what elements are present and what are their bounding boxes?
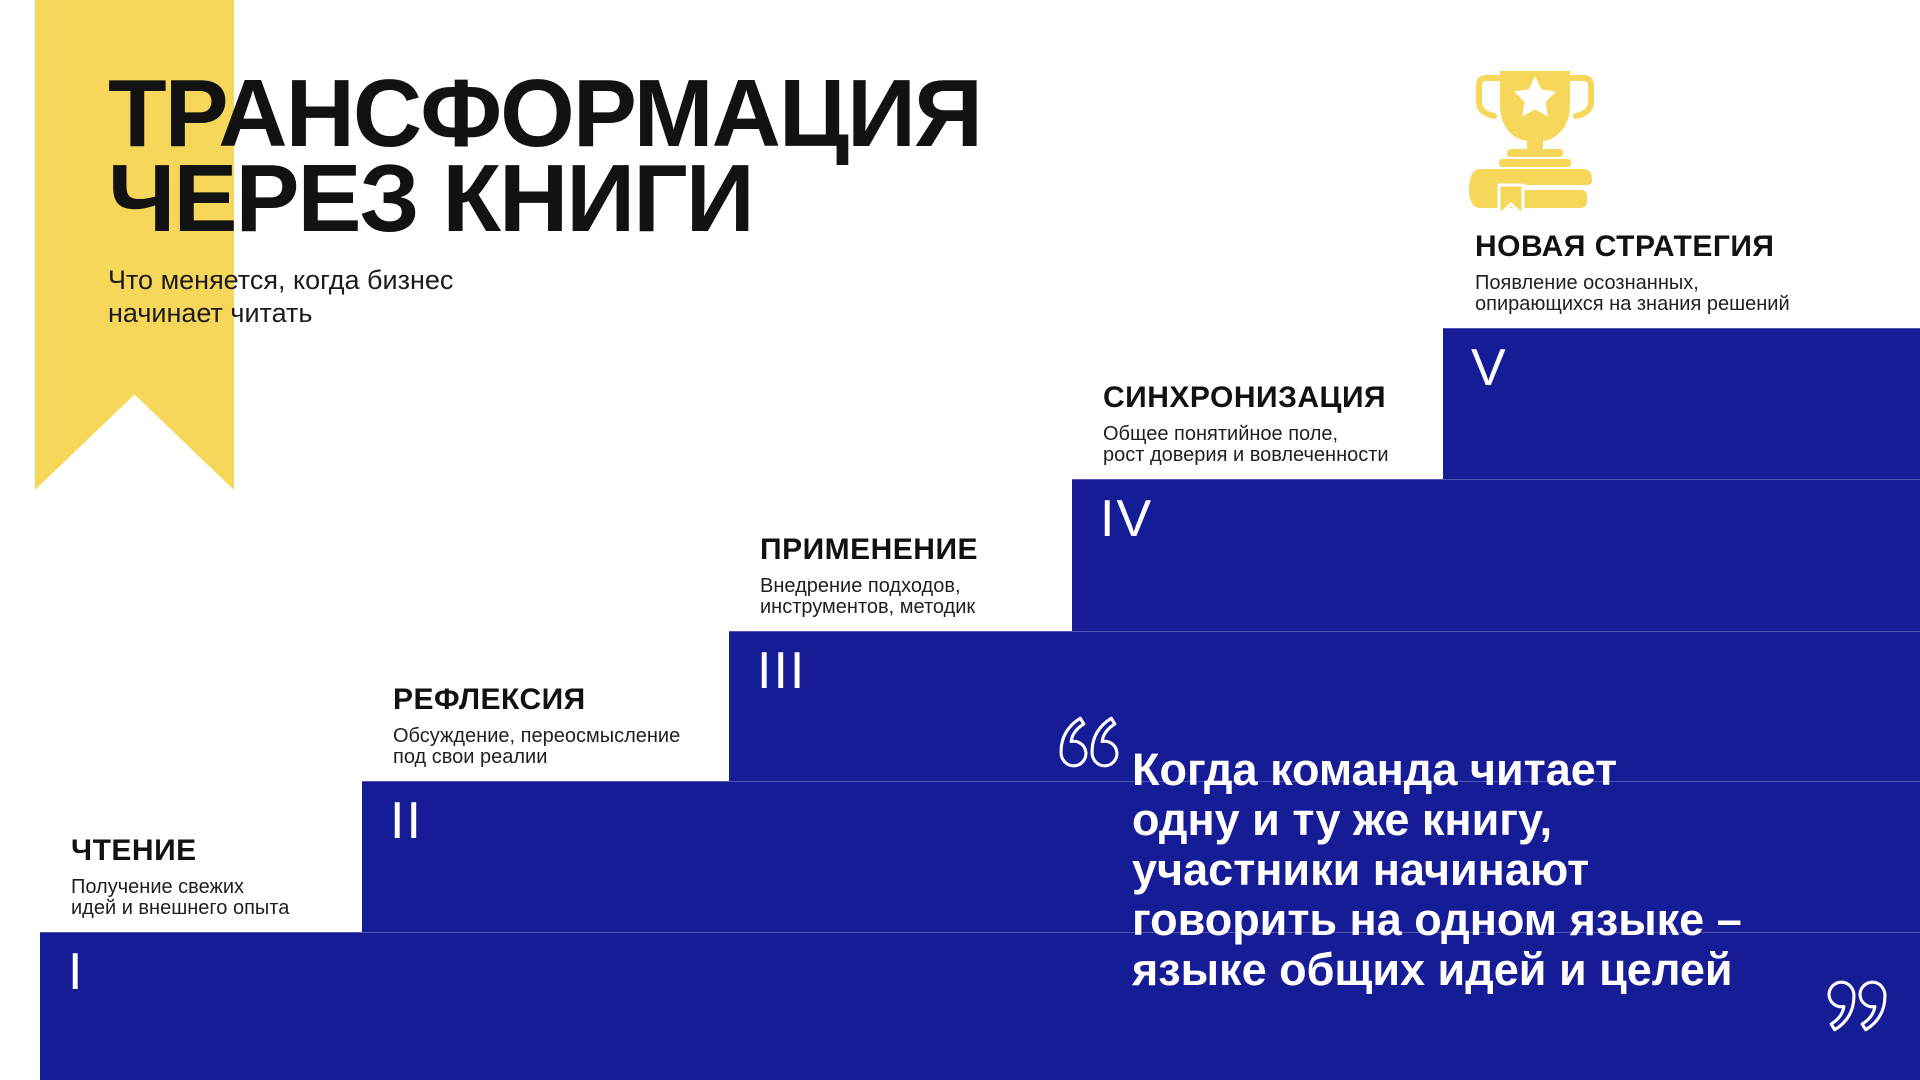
- step-desc-line-1: Общее понятийное поле,: [1103, 423, 1339, 445]
- step-desc-line-1: Получение свежих: [71, 876, 245, 898]
- step-desc-line-2: под свои реалии: [393, 746, 548, 768]
- step-numeral-1: I: [68, 943, 85, 1001]
- trophy-book-icon: [1460, 60, 1610, 225]
- page-subtitle: [108, 264, 453, 330]
- quote-line-3: участники начинают: [1132, 844, 1590, 895]
- step-desc-line-1: Обсуждение, переосмысление: [393, 725, 681, 747]
- step-title: РЕФЛЕКСИЯ: [393, 683, 586, 716]
- step-desc-line-2: рост доверия и вовлеченности: [1103, 444, 1389, 466]
- quote-line-4: говорить на одном языке –: [1132, 894, 1742, 945]
- open-quote-icon: [1058, 710, 1120, 772]
- step-numeral-5: V: [1471, 339, 1508, 397]
- quote-line-1: Когда команда читает: [1132, 744, 1618, 795]
- quote-line-5: языке общих идей и целей: [1132, 944, 1733, 995]
- step-desc-line-1: Внедрение подходов,: [760, 575, 961, 597]
- step-label-application: [760, 535, 978, 618]
- quote-line-2: одну и ту же книгу,: [1132, 794, 1553, 845]
- step-numeral-3: III: [757, 642, 807, 700]
- step-label-reflection: [393, 685, 680, 768]
- step-desc-line-2: опирающихся на знания решений: [1475, 293, 1790, 315]
- close-quote-icon: [1826, 976, 1888, 1038]
- quote-text: [1132, 745, 1892, 995]
- step-title: НОВАЯ СТРАТЕГИЯ: [1475, 230, 1775, 263]
- step-numeral-4: IV: [1100, 490, 1154, 548]
- step-title: ПРИМЕНЕНИЕ: [760, 533, 979, 566]
- step-title: СИНХРОНИЗАЦИЯ: [1103, 381, 1387, 414]
- step-desc-line-1: Появление осознанных,: [1475, 272, 1699, 294]
- step-label-reading: [71, 836, 289, 919]
- page-title-line-1: ТРАНСФОРМАЦИЯ: [108, 60, 982, 167]
- step-label-synchronization: [1103, 383, 1389, 466]
- page-subtitle-line-1: Что меняется, когда бизнес: [108, 265, 454, 295]
- step-desc-line-2: инструментов, методик: [760, 596, 976, 618]
- page-subtitle-line-2: начинает читать: [108, 298, 313, 328]
- step-label-new-strategy: [1475, 232, 1790, 315]
- step-numeral-2: II: [390, 792, 423, 850]
- step-desc-line-2: идей и внешнего опыта: [71, 897, 290, 919]
- step-title: ЧТЕНИЕ: [71, 834, 197, 867]
- page-title-line-2: ЧЕРЕЗ КНИГИ: [108, 145, 753, 252]
